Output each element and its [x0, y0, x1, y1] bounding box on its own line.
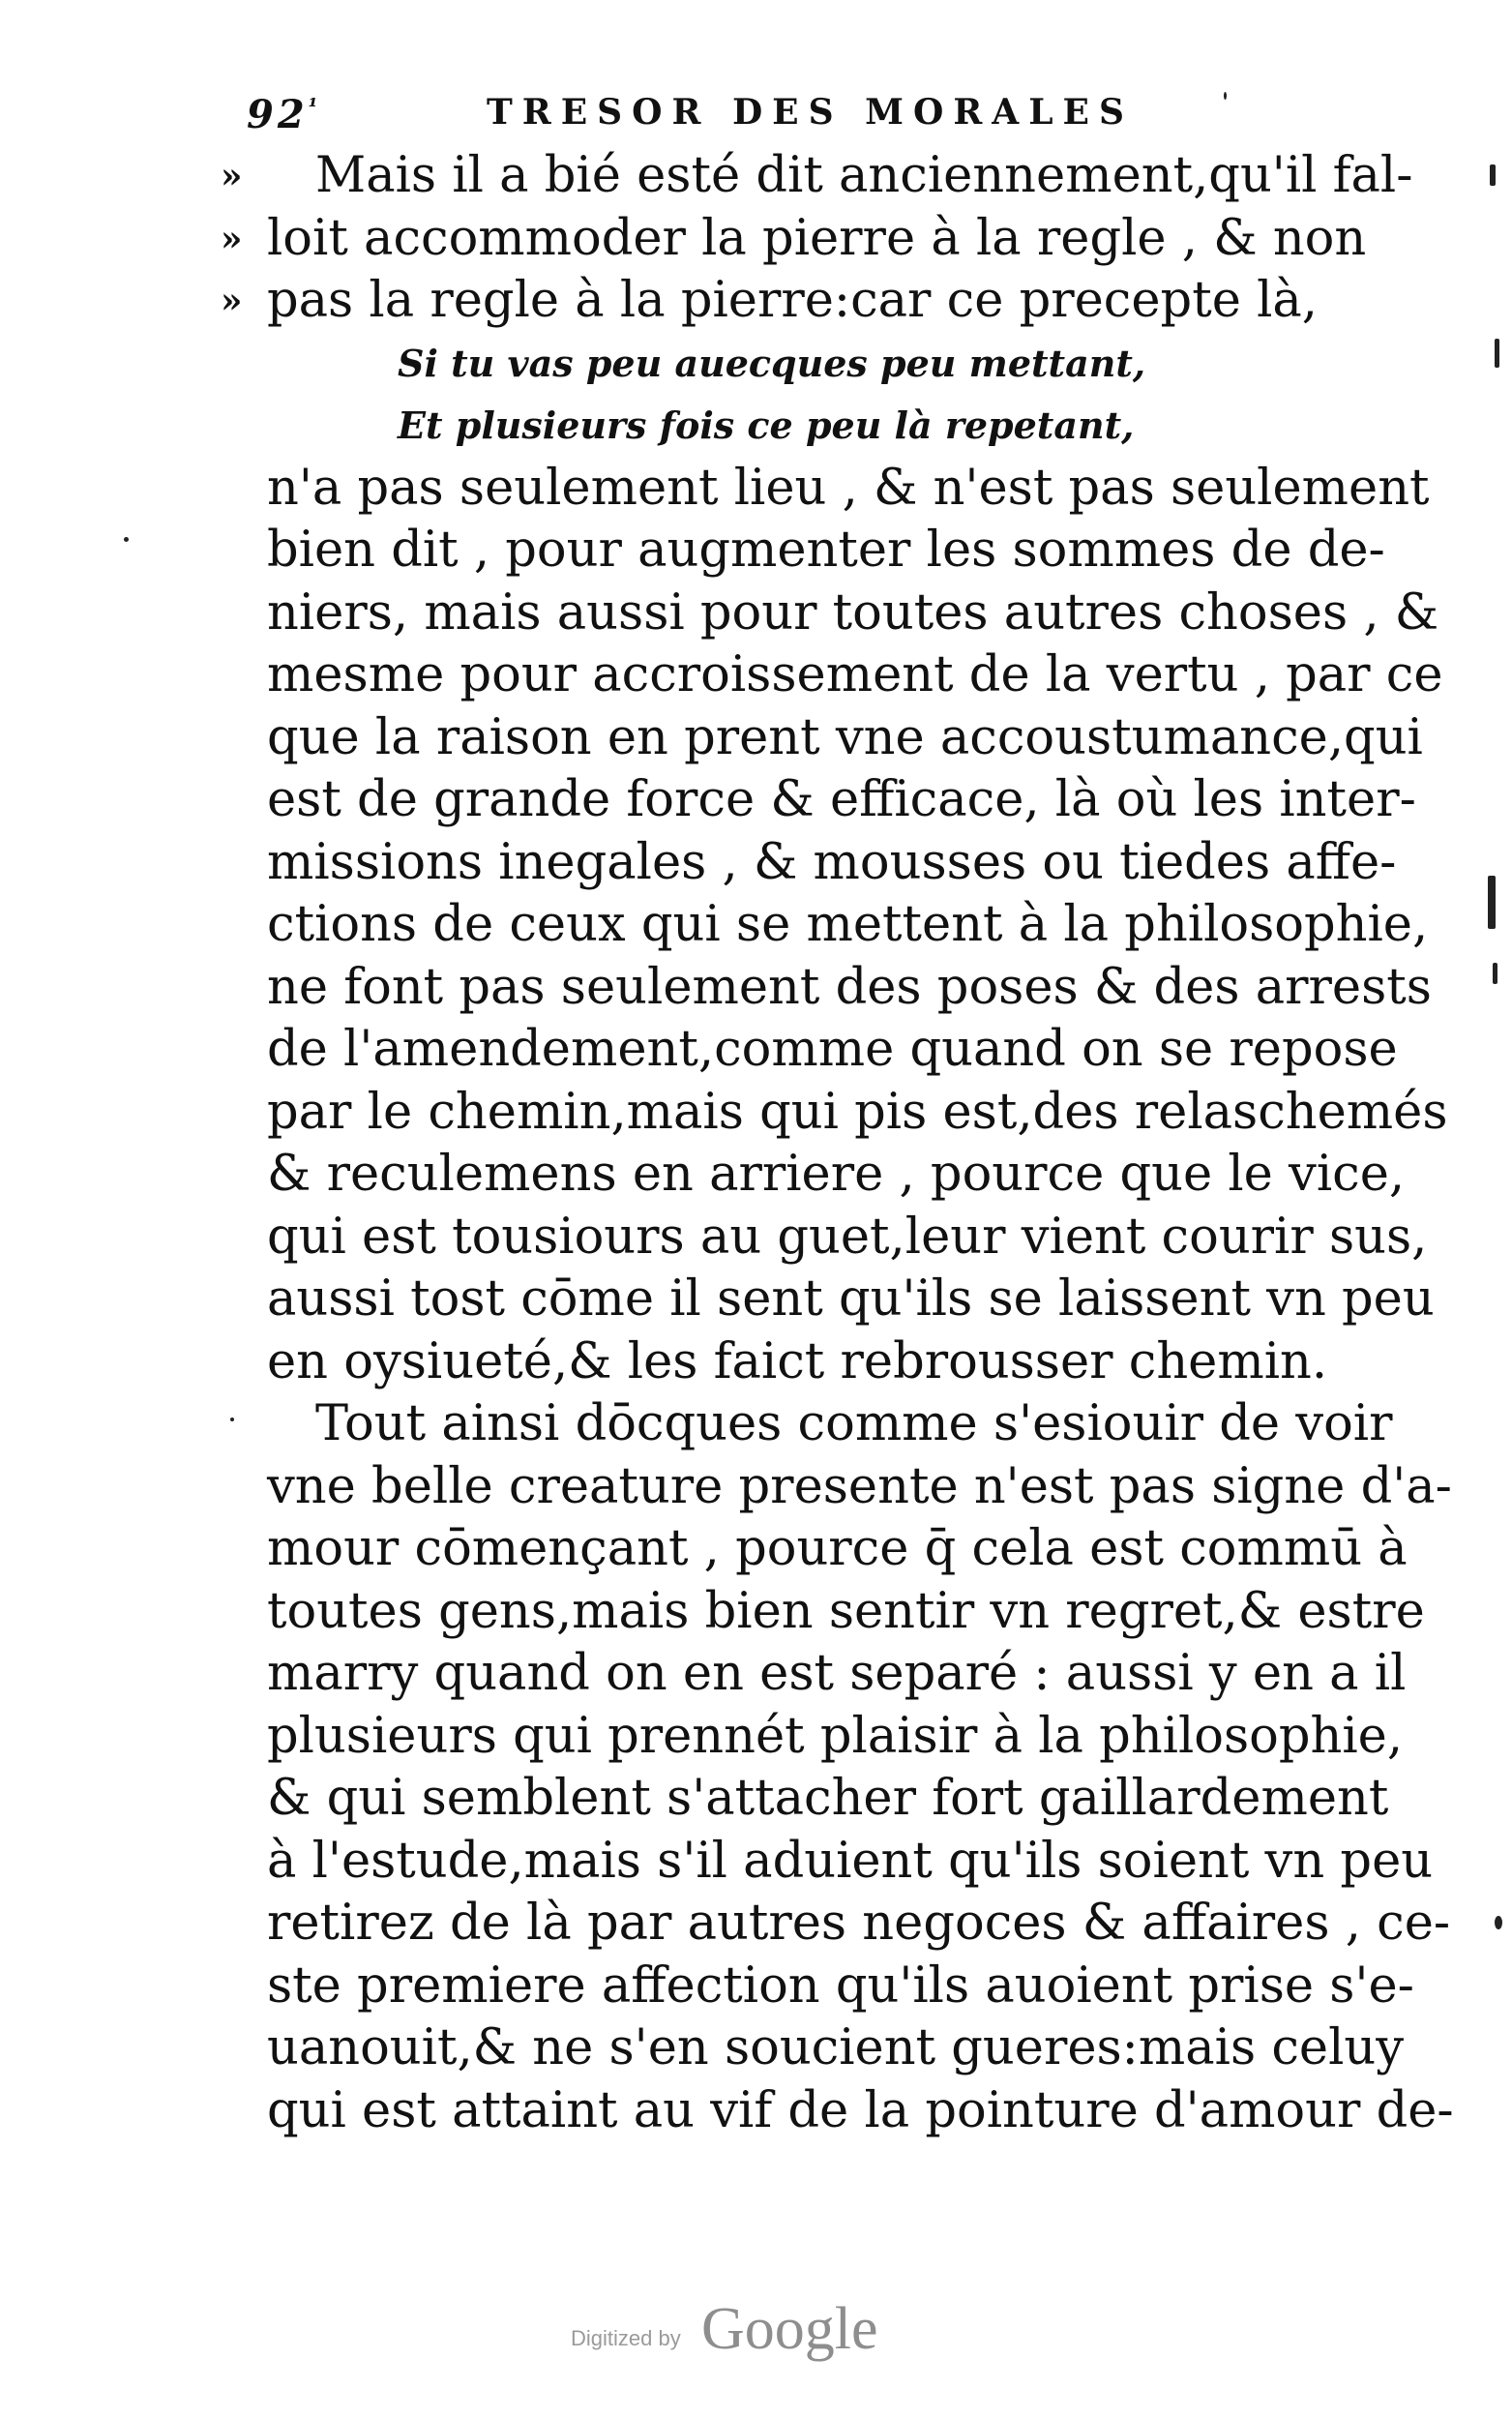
text-line — [221, 208, 1367, 271]
text-line: est de grande force & efficace, là où les inter- — [267, 771, 1416, 828]
quote-mark: » — [221, 218, 243, 259]
text-line: ne font pas seulement des poses & des arrests — [267, 958, 1432, 1016]
scan-speck — [1490, 164, 1496, 186]
text-line: niers, mais aussi pour toutes autres choses , & — [267, 583, 1439, 642]
digitized-by-label: Digitized by — [571, 2326, 681, 2350]
digitization-footer — [571, 2295, 958, 2363]
text-line: aussi tost cōme il sent qu'ils se laissent vn peu — [267, 1270, 1435, 1328]
text-line: & reculemens en arriere , pource que le vice, — [267, 1146, 1406, 1203]
text-line: toutes gens,mais bien sentir vn regret,& estre — [267, 1582, 1425, 1640]
text-line: ctions de ceux qui se mettent à la philosophie, — [267, 896, 1429, 953]
text-line-content: loit accommoder la pierre à la regle , & non — [267, 209, 1367, 267]
text-line-content: pas la regle à la pierre:car ce precepte là, — [267, 272, 1319, 329]
page-number-value: 92 — [247, 92, 309, 137]
text-line: que la raison en prent vne accoustumance,qui — [267, 708, 1423, 766]
text-line: & qui semblent s'attacher fort gaillardement — [267, 1770, 1389, 1827]
text-line-content: Mais il a bié esté dit anciennement,qu'il fal- — [315, 147, 1413, 204]
scan-speck — [1488, 876, 1496, 929]
scan-speck — [1495, 339, 1499, 368]
text-line: à l'estude,mais s'il aduient qu'ils soient vn peu — [267, 1832, 1434, 1890]
text-line: de l'amendement,comme quand on se repose — [267, 1021, 1398, 1078]
text-line: plusieurs qui prennét plaisir à la philosophie, — [267, 1707, 1404, 1765]
text-line: qui est tousiours au guet,leur vient courir sus, — [267, 1208, 1428, 1266]
scan-speck — [230, 1418, 234, 1421]
scan-speck — [1224, 92, 1227, 100]
text-line: bien dit , pour augmenter les sommes de de- — [267, 522, 1385, 579]
page-number — [247, 92, 321, 137]
scan-speck — [124, 537, 129, 542]
quote-mark: » — [221, 281, 243, 321]
text-line — [221, 145, 1413, 208]
text-line — [221, 270, 1321, 333]
text-line: uanouit,& ne s'en soucient gueres:mais celuy — [267, 2019, 1405, 2076]
text-line: n'a pas seulement lieu , & n'est pas seulement — [267, 459, 1430, 517]
text-line: mour cōmençant , pource q̄ cela est commū à — [267, 1520, 1408, 1577]
text-line: missions inegales , & mousses ou tiedes affe- — [267, 833, 1397, 891]
text-line: retirez de là par autres negoces & affaires , ce- — [267, 1895, 1451, 1952]
page-number-mark: ¹ — [308, 94, 322, 120]
text-line: qui est attaint au vif de la pointure d'amour de- — [267, 2081, 1454, 2139]
page-header — [247, 92, 1195, 150]
text-line: en oysiueté,& les faict rebrousser chemin. — [267, 1332, 1328, 1390]
body-text — [221, 145, 1454, 2142]
paragraph-start-line: Tout ainsi dōcques comme s'esiouir de voir — [315, 1395, 1393, 1452]
scan-speck — [1493, 963, 1497, 984]
text-line: vne belle creature presente n'est pas signe d'a- — [267, 1457, 1452, 1515]
running-title: TRESOR DES MORALES — [487, 92, 1134, 133]
scan-speck — [1495, 1916, 1502, 1929]
google-logo: Google — [701, 2296, 878, 2362]
verse-line: Si tu vas peu auecques peu mettant, — [398, 341, 1146, 385]
text-line: par le chemin,mais qui pis est,des relaschemés — [267, 1083, 1448, 1141]
quote-mark: » — [221, 156, 243, 196]
verse-line: Et plusieurs fois ce peu là repetant, — [398, 403, 1135, 447]
text-line: ste premiere affection qu'ils auoient prise s'e- — [267, 1956, 1414, 2015]
text-line: marry quand on en est separé : aussi y en a il — [267, 1645, 1407, 1702]
text-line: mesme pour accroissement de la vertu , par ce — [267, 646, 1443, 703]
